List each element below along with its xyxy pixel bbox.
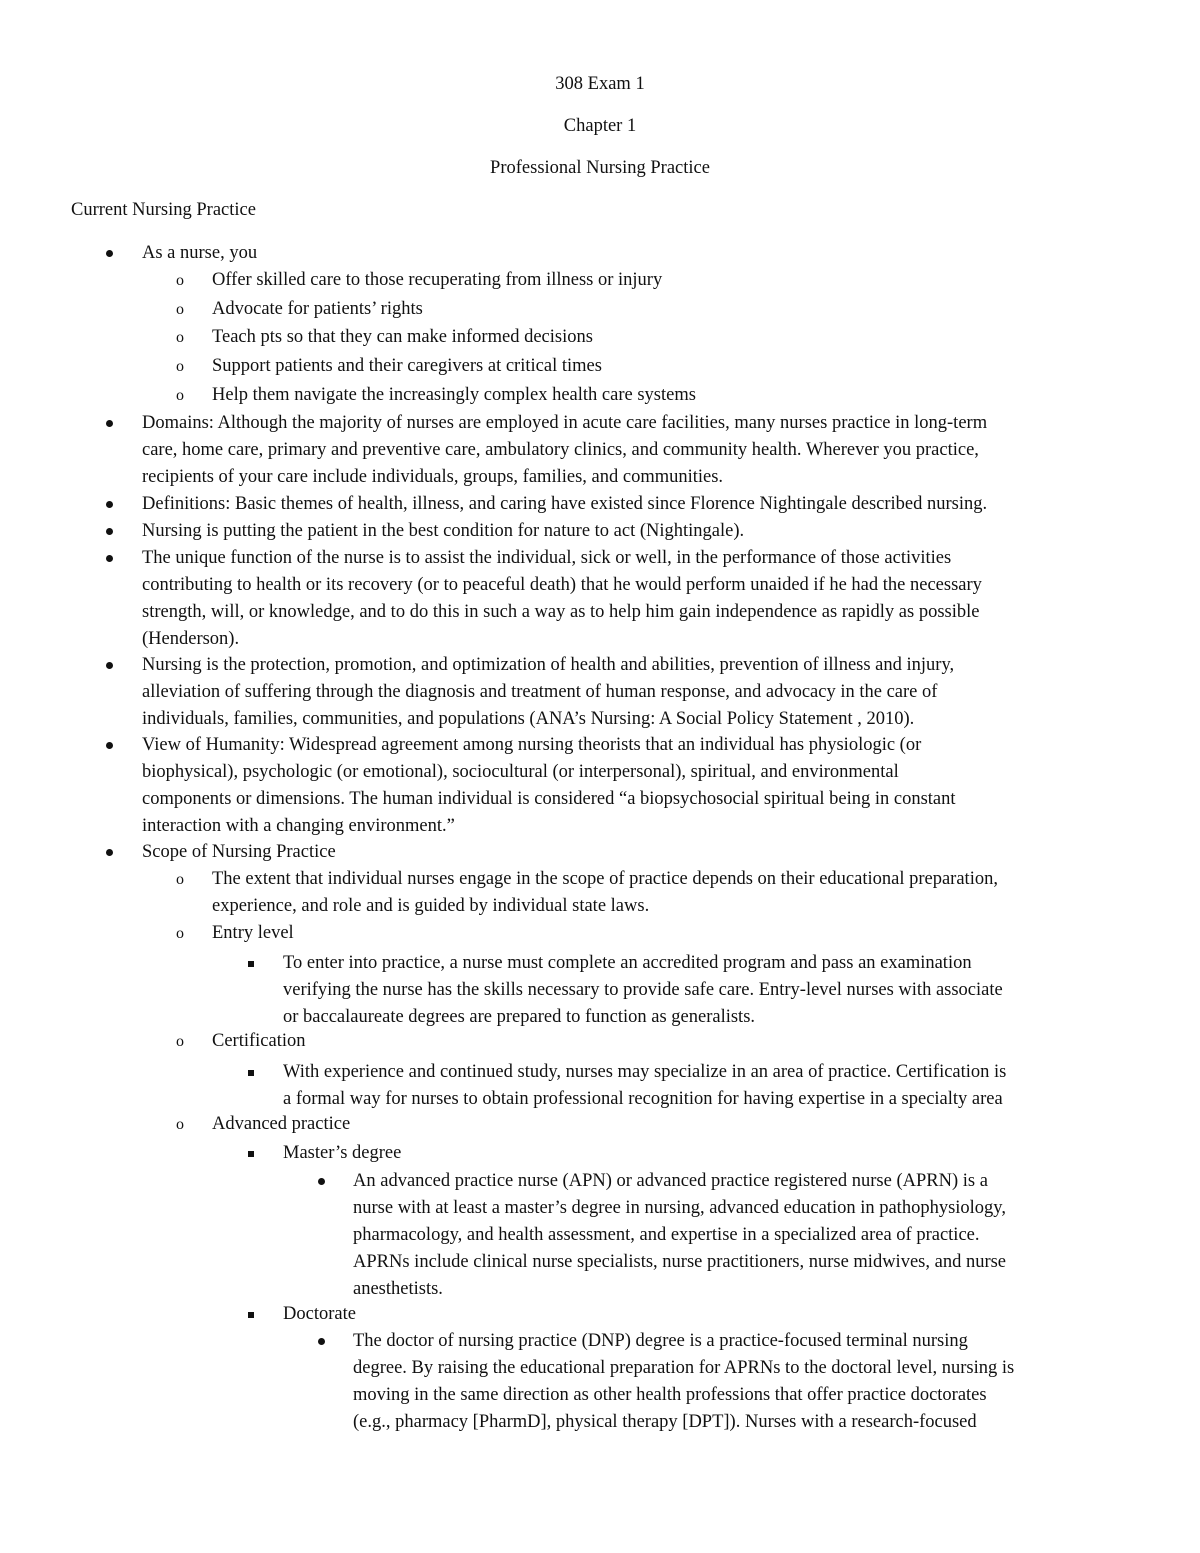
bullet-circle-icon: o [176, 871, 184, 888]
list-item-text: anesthetists. [353, 1279, 443, 1299]
list-item-text: Certification [212, 1031, 306, 1051]
bullet-circle-icon: o [176, 301, 184, 318]
list-item-text: Entry level [212, 923, 294, 943]
list-item-text: Advocate for patients’ rights [212, 299, 423, 319]
list-item-text: APRNs include clinical nurse specialists, nurse practitioners, nurse midwives, and nurse [353, 1252, 1007, 1272]
list-item-text: contributing to health or its recovery (or to peaceful death) that he would perform unaided if he had the necessary [142, 575, 982, 595]
list-item-text: To enter into practice, a nurse must complete an accredited program and pass an examination [283, 953, 972, 973]
list-item-text: Domains: Although the majority of nurses are employed in acute care facilities, many nurses practice in long-term [142, 413, 988, 433]
document-title: 308 Exam 1 [555, 74, 645, 94]
list-item-text: Nursing is the protection, promotion, and optimization of health and abilities, prevention of illness and injury, [142, 655, 955, 675]
list-item-text: alleviation of suffering through the diagnosis and treatment of human response, and advocacy in the care of [142, 682, 938, 702]
list-item-text: experience, and role and is guided by individual state laws. [212, 896, 650, 916]
list-item-text: individuals, families, communities, and populations (ANA’s Nursing: A Social Policy Statement , 2010). [142, 709, 915, 729]
list-item-text: View of Humanity: Widespread agreement among nursing theorists that an individual has physiologic (or [142, 735, 922, 755]
list-item-text: interaction with a changing environment.” [142, 816, 455, 836]
bullet-dot-icon [106, 250, 113, 257]
list-item-text: The extent that individual nurses engage in the scope of practice depends on their educational preparation, [212, 869, 998, 889]
list-item-text: verifying the nurse has the skills necessary to provide safe care. Entry-level nurses with associate [283, 980, 1003, 1000]
list-item-text: (Henderson). [142, 629, 240, 649]
bullet-circle-icon: o [176, 1116, 184, 1133]
bullet-circle-icon: o [176, 1033, 184, 1050]
list-item-text: pharmacology, and health assessment, and expertise in a specialized area of practice. [353, 1225, 980, 1245]
list-item-text: Master’s degree [283, 1143, 402, 1163]
bullet-square-icon [248, 1070, 254, 1076]
list-item-text: or baccalaureate degrees are prepared to function as generalists. [283, 1007, 756, 1027]
list-item-text: Definitions: Basic themes of health, illness, and caring have existed since Florence Nightingale described nursing. [142, 494, 988, 514]
list-item-text: strength, will, or knowledge, and to do this in such a way as to help him gain independence as rapidly as possible [142, 602, 980, 622]
bullet-dot-icon [106, 555, 113, 562]
bullet-dot-icon [106, 849, 113, 856]
list-item-text: As a nurse, you [142, 243, 258, 263]
bullet-dot-icon [106, 528, 113, 535]
chapter-title: Professional Nursing Practice [490, 158, 710, 178]
bullet-square-icon [248, 961, 254, 967]
list-item-text: With experience and continued study, nurses may specialize in an area of practice. Certification is [283, 1062, 1007, 1082]
bullet-circle-icon: o [176, 387, 184, 404]
list-item-text: Offer skilled care to those recuperating from illness or injury [212, 270, 663, 290]
bullet-circle-icon: o [176, 329, 184, 346]
bullet-square-icon [248, 1312, 254, 1318]
list-item-text: Teach pts so that they can make informed decisions [212, 327, 593, 347]
list-item-text: Support patients and their caregivers at critical times [212, 356, 602, 376]
list-item-text: biophysical), psychologic (or emotional), sociocultural (or interpersonal), spiritual, and environmental [142, 762, 899, 782]
list-item-text: Nursing is putting the patient in the best condition for nature to act (Nightingale). [142, 521, 745, 541]
list-item-text: a formal way for nurses to obtain professional recognition for having expertise in a specialty area [283, 1089, 1003, 1109]
bullet-dot-icon [318, 1178, 325, 1185]
list-item-text: degree. By raising the educational preparation for APRNs to the doctoral level, nursing is [353, 1358, 1015, 1378]
bullet-circle-icon: o [176, 272, 184, 289]
bullet-dot-icon [106, 501, 113, 508]
list-item-text: The unique function of the nurse is to assist the individual, sick or well, in the performance of those activities [142, 548, 952, 568]
list-item-text: Help them navigate the increasingly complex health care systems [212, 385, 696, 405]
list-item-text: The doctor of nursing practice (DNP) degree is a practice-focused terminal nursing [353, 1331, 968, 1351]
list-item-text: (e.g., pharmacy [PharmD], physical therapy [DPT]). Nurses with a research-focused [353, 1412, 977, 1432]
list-item-text: moving in the same direction as other health professions that offer practice doctorates [353, 1385, 987, 1405]
bullet-circle-icon: o [176, 358, 184, 375]
list-item-text: nurse with at least a master’s degree in nursing, advanced education in pathophysiology, [353, 1198, 1006, 1218]
list-item-text: Advanced practice [212, 1114, 351, 1134]
bullet-dot-icon [106, 420, 113, 427]
list-item-text: An advanced practice nurse (APN) or advanced practice registered nurse (APRN) is a [353, 1171, 988, 1191]
section-heading: Current Nursing Practice [71, 200, 256, 220]
bullet-dot-icon [106, 742, 113, 749]
bullet-square-icon [248, 1151, 254, 1157]
list-item-text: Scope of Nursing Practice [142, 842, 336, 862]
list-item-text: Doctorate [283, 1304, 356, 1324]
bullet-dot-icon [106, 662, 113, 669]
chapter-number: Chapter 1 [563, 116, 637, 136]
bullet-circle-icon: o [176, 925, 184, 942]
list-item-text: care, home care, primary and preventive care, ambulatory clinics, and community health. Wherever you practice, [142, 440, 979, 460]
list-item-text: recipients of your care include individuals, groups, families, and communities. [142, 467, 724, 487]
list-item-text: components or dimensions. The human individual is considered “a biopsychosocial spiritual being in constant [142, 789, 956, 809]
bullet-dot-icon [318, 1338, 325, 1345]
